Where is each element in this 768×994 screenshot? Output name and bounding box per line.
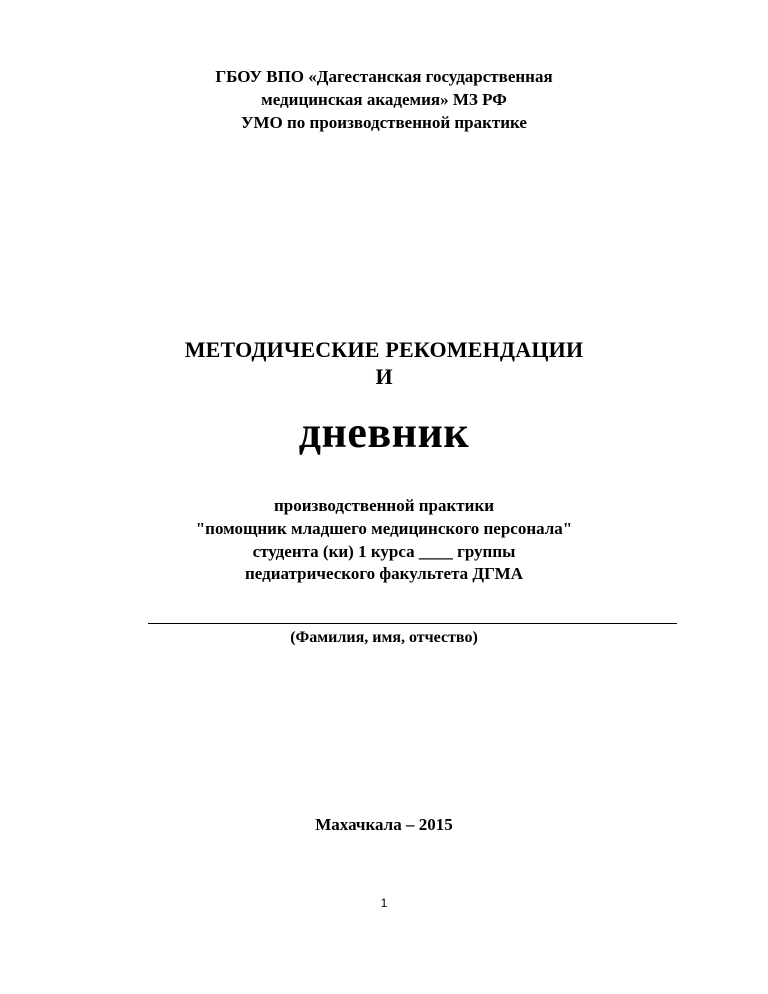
city-year: Махачкала – 2015 [315,815,453,834]
document-title: МЕТОДИЧЕСКИЕ РЕКОМЕНДАЦИИ [184,337,584,362]
header-line-1: ГБОУ ВПО «Дагестанская государственная [215,67,553,86]
page-number: 1 [380,896,388,910]
header-line-2: медицинская академия» МЗ РФ [261,90,507,109]
subtitle-line-3: студента (ки) 1 курса ____ группы [252,542,516,561]
subtitle-line-4: педиатрического факультета ДГМА [245,564,523,583]
subtitle-line-2: "помощник младшего медицинского персонала" [195,519,573,538]
header-line-3: УМО по производственной практике [241,113,527,132]
name-caption: (Фамилия, имя, отчество) [290,629,478,646]
name-signature-line [148,623,677,624]
subtitle-line-1: производственной практики [273,496,495,515]
title-conjunction: И [375,364,393,389]
diary-heading: дневник [298,408,470,457]
